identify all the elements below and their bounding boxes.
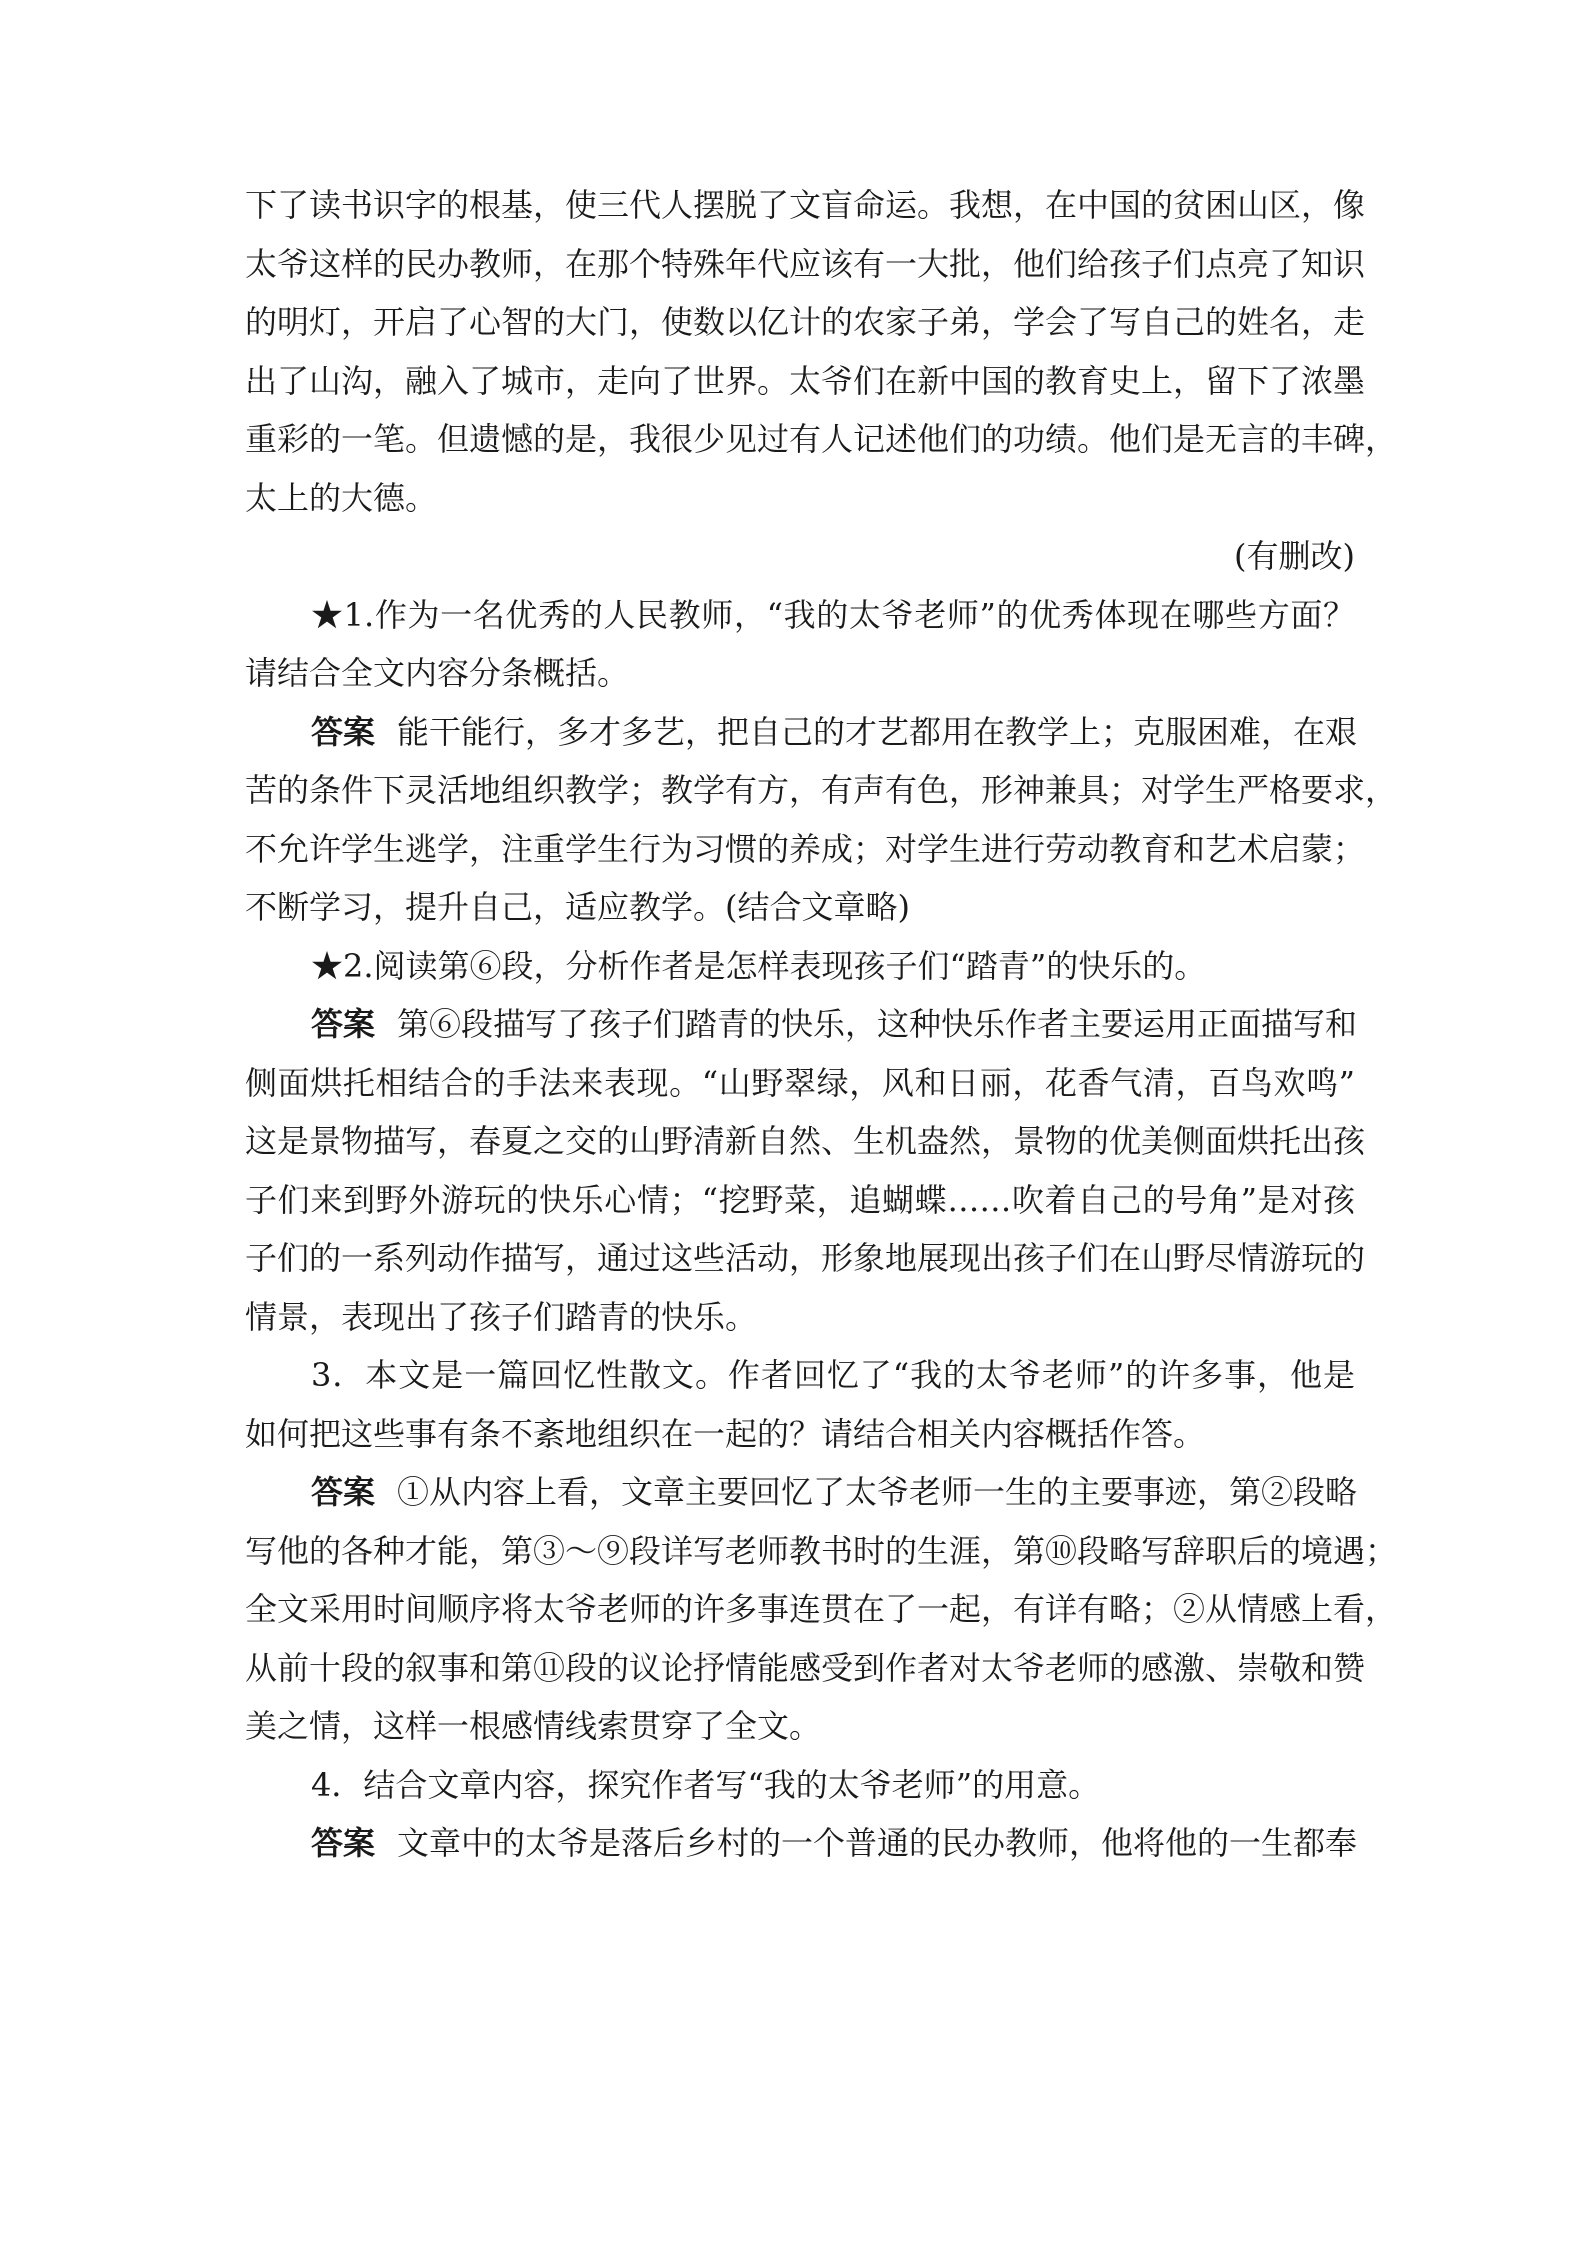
passage-line: 重彩的一笔。但遗憾的是，我很少见过有人记述他们的功绩。他们是无言的丰碑， <box>245 420 1398 458</box>
passage-line: 下了读书识字的根基，使三代人摆脱了文盲命运。我想，在中国的贫困山区，像 <box>245 186 1366 224</box>
answer-text: 美之情，这样一根感情线索贯穿了全文。 <box>245 1707 822 1745</box>
passage-line: 太上的大德。 <box>245 478 438 517</box>
question-text: 请结合全文内容分条概括。 <box>245 654 630 692</box>
document-page <box>245 176 1398 1873</box>
question-text: 3．本文是一篇回忆性散文。作者回忆了“我的太爷老师”的许多事，他是 <box>311 1356 1355 1394</box>
answer-text: 子们来到野外游玩的快乐心情；“挖野菜，追蝴蝶……吹着自己的号角”是对孩 <box>245 1180 1355 1219</box>
answer-first-line <box>245 703 1358 762</box>
answer-text: 侧面烘托相结合的手法来表现。“山野翠绿，风和日丽，花香气清，百鸟欢鸣” <box>245 1063 1355 1102</box>
answer-first-line <box>245 1814 1358 1873</box>
question-text: 如何把这些事有条不紊地组织在一起的？请结合相关内容概括作答。 <box>245 1414 1206 1453</box>
answer-text: 第⑥段描写了孩子们踏青的快乐，这种快乐作者主要运用正面描写和 <box>397 1005 1358 1043</box>
answer-text: 苦的条件下灵活地组织教学；教学有方，有声有色，形神兼具；对学生严格要求， <box>245 771 1398 809</box>
passage-line: 的明灯，开启了心智的大门，使数以亿计的农家子弟，学会了写自己的姓名，走 <box>245 303 1366 341</box>
answer-text: ①从内容上看，文章主要回忆了太爷老师一生的主要事迹，第②段略 <box>397 1473 1358 1511</box>
answer-text: 不断学习，提升自己，适应教学。(结合文章略) <box>245 888 910 926</box>
answer-text: 写他的各种才能，第③～⑨段详写老师教书时的生涯，第⑩段略写辞职后的境遇； <box>245 1531 1398 1570</box>
answer-first-line <box>245 995 1358 1054</box>
answer-text: 不允许学生逃学，注重学生行为习惯的养成；对学生进行劳动教育和艺术启蒙； <box>245 829 1366 868</box>
passage-line: 出了山沟，融入了城市，走向了世界。太爷们在新中国的教育史上，留下了浓墨 <box>245 361 1366 400</box>
answer-text: 全文采用时间顺序将太爷老师的许多事连贯在了一起，有详有略；②从情感上看， <box>245 1590 1398 1628</box>
answer-text: 情景，表现出了孩子们踏青的快乐。 <box>245 1297 758 1336</box>
answer-label: 答案 <box>311 1824 376 1862</box>
question-4 <box>245 1756 1358 1873</box>
answer-text: 文章中的太爷是落后乡村的一个普通的民办教师，他将他的一生都奉 <box>397 1824 1358 1862</box>
answer-text: 能干能行，多才多艺，把自己的才艺都用在教学上；克服困难，在艰 <box>397 712 1358 751</box>
answer-label: 答案 <box>311 1473 376 1511</box>
question-text: 4．结合文章内容，探究作者写“我的太爷老师”的用意。 <box>311 1765 1101 1804</box>
question-2 <box>245 937 1366 1347</box>
passage-ending <box>245 176 1398 586</box>
answer-text: 这是景物描写，春夏之交的山野清新自然、生机盎然，景物的优美侧面烘托出孩 <box>245 1122 1366 1160</box>
question-text: ★1.作为一名优秀的人民教师，“我的太爷老师”的优秀体现在哪些方面？ <box>311 595 1355 634</box>
answer-label: 答案 <box>311 712 376 751</box>
question-text: ★2.阅读第⑥段，分析作者是怎样表现孩子们“踏青”的快乐的。 <box>311 946 1207 985</box>
answer-first-line <box>245 1463 1358 1522</box>
question-3 <box>245 1346 1398 1756</box>
passage-line: 太爷这样的民办教师，在那个特殊年代应该有一大批，他们给孩子们点亮了知识 <box>245 244 1366 283</box>
answer-label: 答案 <box>311 1005 376 1043</box>
answer-text: 子们的一系列动作描写，通过这些活动，形象地展现出孩子们在山野尽情游玩的 <box>245 1239 1366 1277</box>
answer-text: 从前十段的叙事和第⑪段的议论抒情能感受到作者对太爷老师的感激、崇敬和赞 <box>245 1648 1366 1687</box>
source-note: (有删改) <box>1234 537 1355 575</box>
question-1 <box>245 586 1398 937</box>
